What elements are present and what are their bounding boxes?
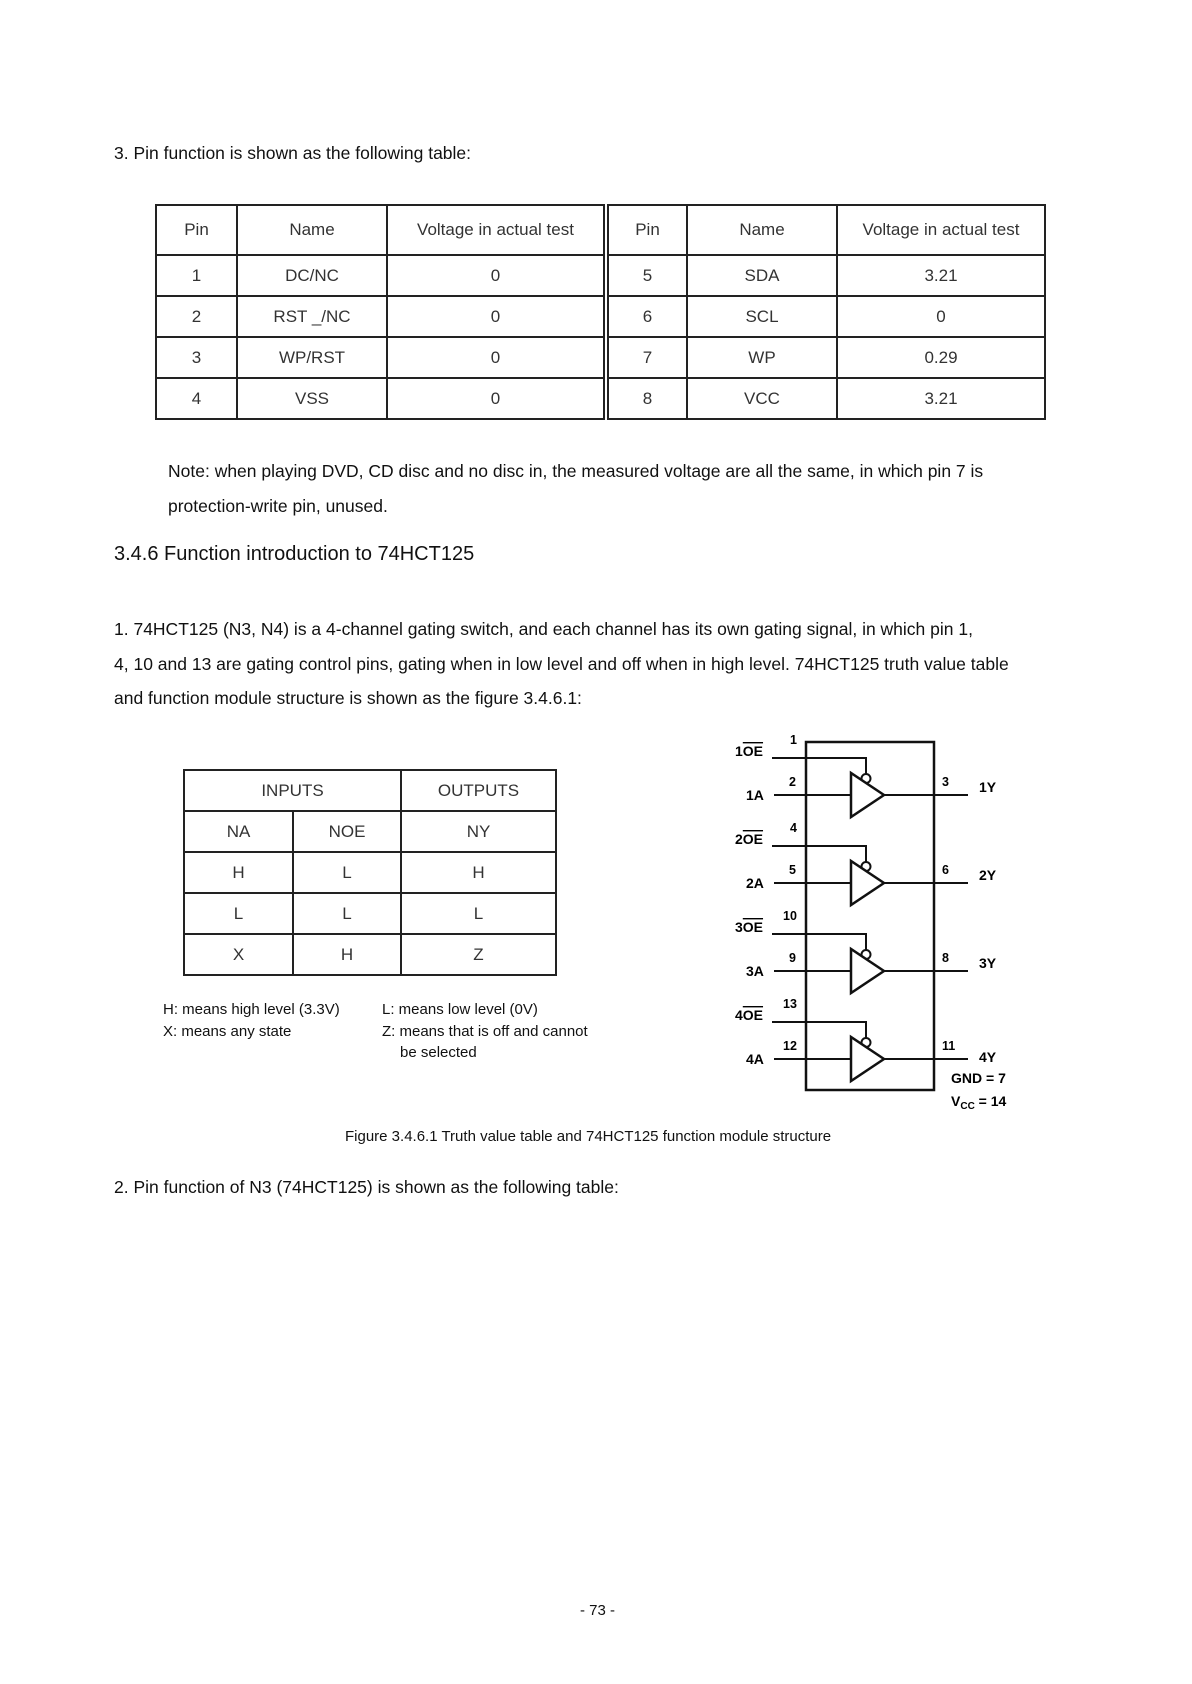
function-module-diagram — [726, 720, 1046, 1110]
note-paragraph: Note: when playing DVD, CD disc and no disc in, the measured voltage are all the same, in which pin 7 is protection-write pin, unused. — [168, 461, 984, 516]
table-header-row — [156, 205, 1045, 255]
header-noe: NOE — [293, 811, 401, 852]
svg-text:8: 8 — [942, 951, 949, 965]
page-number: - 73 - — [580, 1602, 616, 1619]
table-cell: 0 — [387, 296, 606, 337]
svg-text:11: 11 — [942, 1039, 956, 1053]
table-cell: 3.21 — [837, 378, 1045, 419]
buffer-channel-2 — [735, 821, 997, 905]
svg-text:4: 4 — [790, 821, 797, 835]
header-pin: Pin — [156, 205, 237, 255]
svg-text:3Y: 3Y — [979, 955, 997, 971]
table-cell: 0 — [387, 255, 606, 296]
table-cell: VSS — [237, 378, 387, 419]
table-cell: 0 — [387, 378, 606, 419]
svg-text:3: 3 — [942, 775, 949, 789]
table-cell: L — [293, 852, 401, 893]
svg-text:4OE: 4OE — [735, 1007, 764, 1023]
svg-text:9: 9 — [789, 951, 796, 965]
header-voltage: Voltage in actual test — [837, 205, 1045, 255]
enable-line — [806, 758, 866, 774]
enable-line — [806, 846, 866, 862]
gnd-label: GND = 7 — [951, 1070, 1006, 1086]
header-ny: NY — [401, 811, 556, 852]
svg-text:1OE: 1OE — [735, 743, 764, 759]
enable-line — [806, 934, 866, 950]
header-na: NA — [184, 811, 293, 852]
table-cell: 1 — [156, 255, 237, 296]
enable-line — [806, 1022, 866, 1038]
table-cell: L — [293, 893, 401, 934]
table-cell: WP/RST — [237, 337, 387, 378]
table-header-row — [184, 811, 556, 852]
body-paragraph: 1. 74HCT125 (N3, N4) is a 4-channel gating switch, and each channel has its own gating signal, in which pin 1, 4, 10 and 13 are gating control pins, gating when in low level and off when in high level. 74HCT125 truth value table and function module structure is shown as the figure 3.4.6.1: — [114, 619, 1009, 708]
buffer-channel-4 — [735, 997, 997, 1081]
outputs-header: OUTPUTS — [401, 770, 556, 811]
table-cell: SCL — [687, 296, 837, 337]
table-cell: 6 — [606, 296, 687, 337]
table-row — [156, 378, 1045, 419]
table-cell: RST _/NC — [237, 296, 387, 337]
table-cell: H — [401, 852, 556, 893]
table-cell: X — [184, 934, 293, 975]
svg-text:13: 13 — [783, 997, 797, 1011]
inputs-header: INPUTS — [184, 770, 401, 811]
table-row — [156, 337, 1045, 378]
svg-text:2: 2 — [789, 775, 796, 789]
header-voltage: Voltage in actual test — [387, 205, 606, 255]
svg-text:1Y: 1Y — [979, 779, 997, 795]
svg-text:2OE: 2OE — [735, 831, 764, 847]
svg-text:12: 12 — [783, 1039, 797, 1053]
table-cell: Z — [401, 934, 556, 975]
table-header-row — [184, 770, 556, 811]
truth-value-table — [183, 769, 557, 976]
body-paragraph: 2. Pin function of N3 (74HCT125) is shown as the following table: — [114, 1177, 619, 1197]
buffer-channel-3 — [735, 909, 997, 993]
table-cell: 7 — [606, 337, 687, 378]
svg-text:10: 10 — [783, 909, 797, 923]
table-cell: 0.29 — [837, 337, 1045, 378]
table-cell: L — [401, 893, 556, 934]
svg-text:5: 5 — [789, 863, 796, 877]
table-cell: 2 — [156, 296, 237, 337]
pin-table-intro: 3. Pin function is shown as the following table: — [114, 143, 472, 163]
section-heading: 3.4.6 Function introduction to 74HCT125 — [114, 543, 475, 565]
table-row — [156, 255, 1045, 296]
table-cell: VCC — [687, 378, 837, 419]
table-cell: WP — [687, 337, 837, 378]
legend-left: H: means high level (3.3V) X: means any state — [163, 1001, 340, 1040]
table-row — [184, 893, 556, 934]
buffer-channel-1 — [735, 733, 997, 817]
table-cell: H — [184, 852, 293, 893]
header-name: Name — [687, 205, 837, 255]
svg-text:3OE: 3OE — [735, 919, 764, 935]
pin-function-table — [155, 204, 1046, 420]
table-cell: 5 — [606, 255, 687, 296]
table-cell: 4 — [156, 378, 237, 419]
svg-text:6: 6 — [942, 863, 949, 877]
header-pin: Pin — [606, 205, 687, 255]
svg-text:2A: 2A — [746, 875, 764, 891]
table-cell: L — [184, 893, 293, 934]
table-cell: 0 — [837, 296, 1045, 337]
svg-text:2Y: 2Y — [979, 867, 997, 883]
svg-text:3A: 3A — [746, 963, 764, 979]
svg-text:1: 1 — [790, 733, 797, 747]
svg-text:4Y: 4Y — [979, 1049, 997, 1065]
vcc-label: $V_{CC} = 14$ — [951, 1093, 1007, 1110]
table-cell: DC/NC — [237, 255, 387, 296]
table-cell: 3.21 — [837, 255, 1045, 296]
figure-caption: Figure 3.4.6.1 Truth value table and 74HCT125 function module structure — [345, 1128, 832, 1145]
table-row — [184, 934, 556, 975]
table-cell: SDA — [687, 255, 837, 296]
svg-text:1A: 1A — [746, 787, 764, 803]
table-row — [184, 852, 556, 893]
table-cell: H — [293, 934, 401, 975]
table-cell: 3 — [156, 337, 237, 378]
table-cell: 8 — [606, 378, 687, 419]
svg-text:4A: 4A — [746, 1051, 764, 1067]
legend-right: L: means low level (0V) Z: means that is off and cannot be selected — [382, 1001, 588, 1061]
table-cell: 0 — [387, 337, 606, 378]
header-name: Name — [237, 205, 387, 255]
table-row — [156, 296, 1045, 337]
